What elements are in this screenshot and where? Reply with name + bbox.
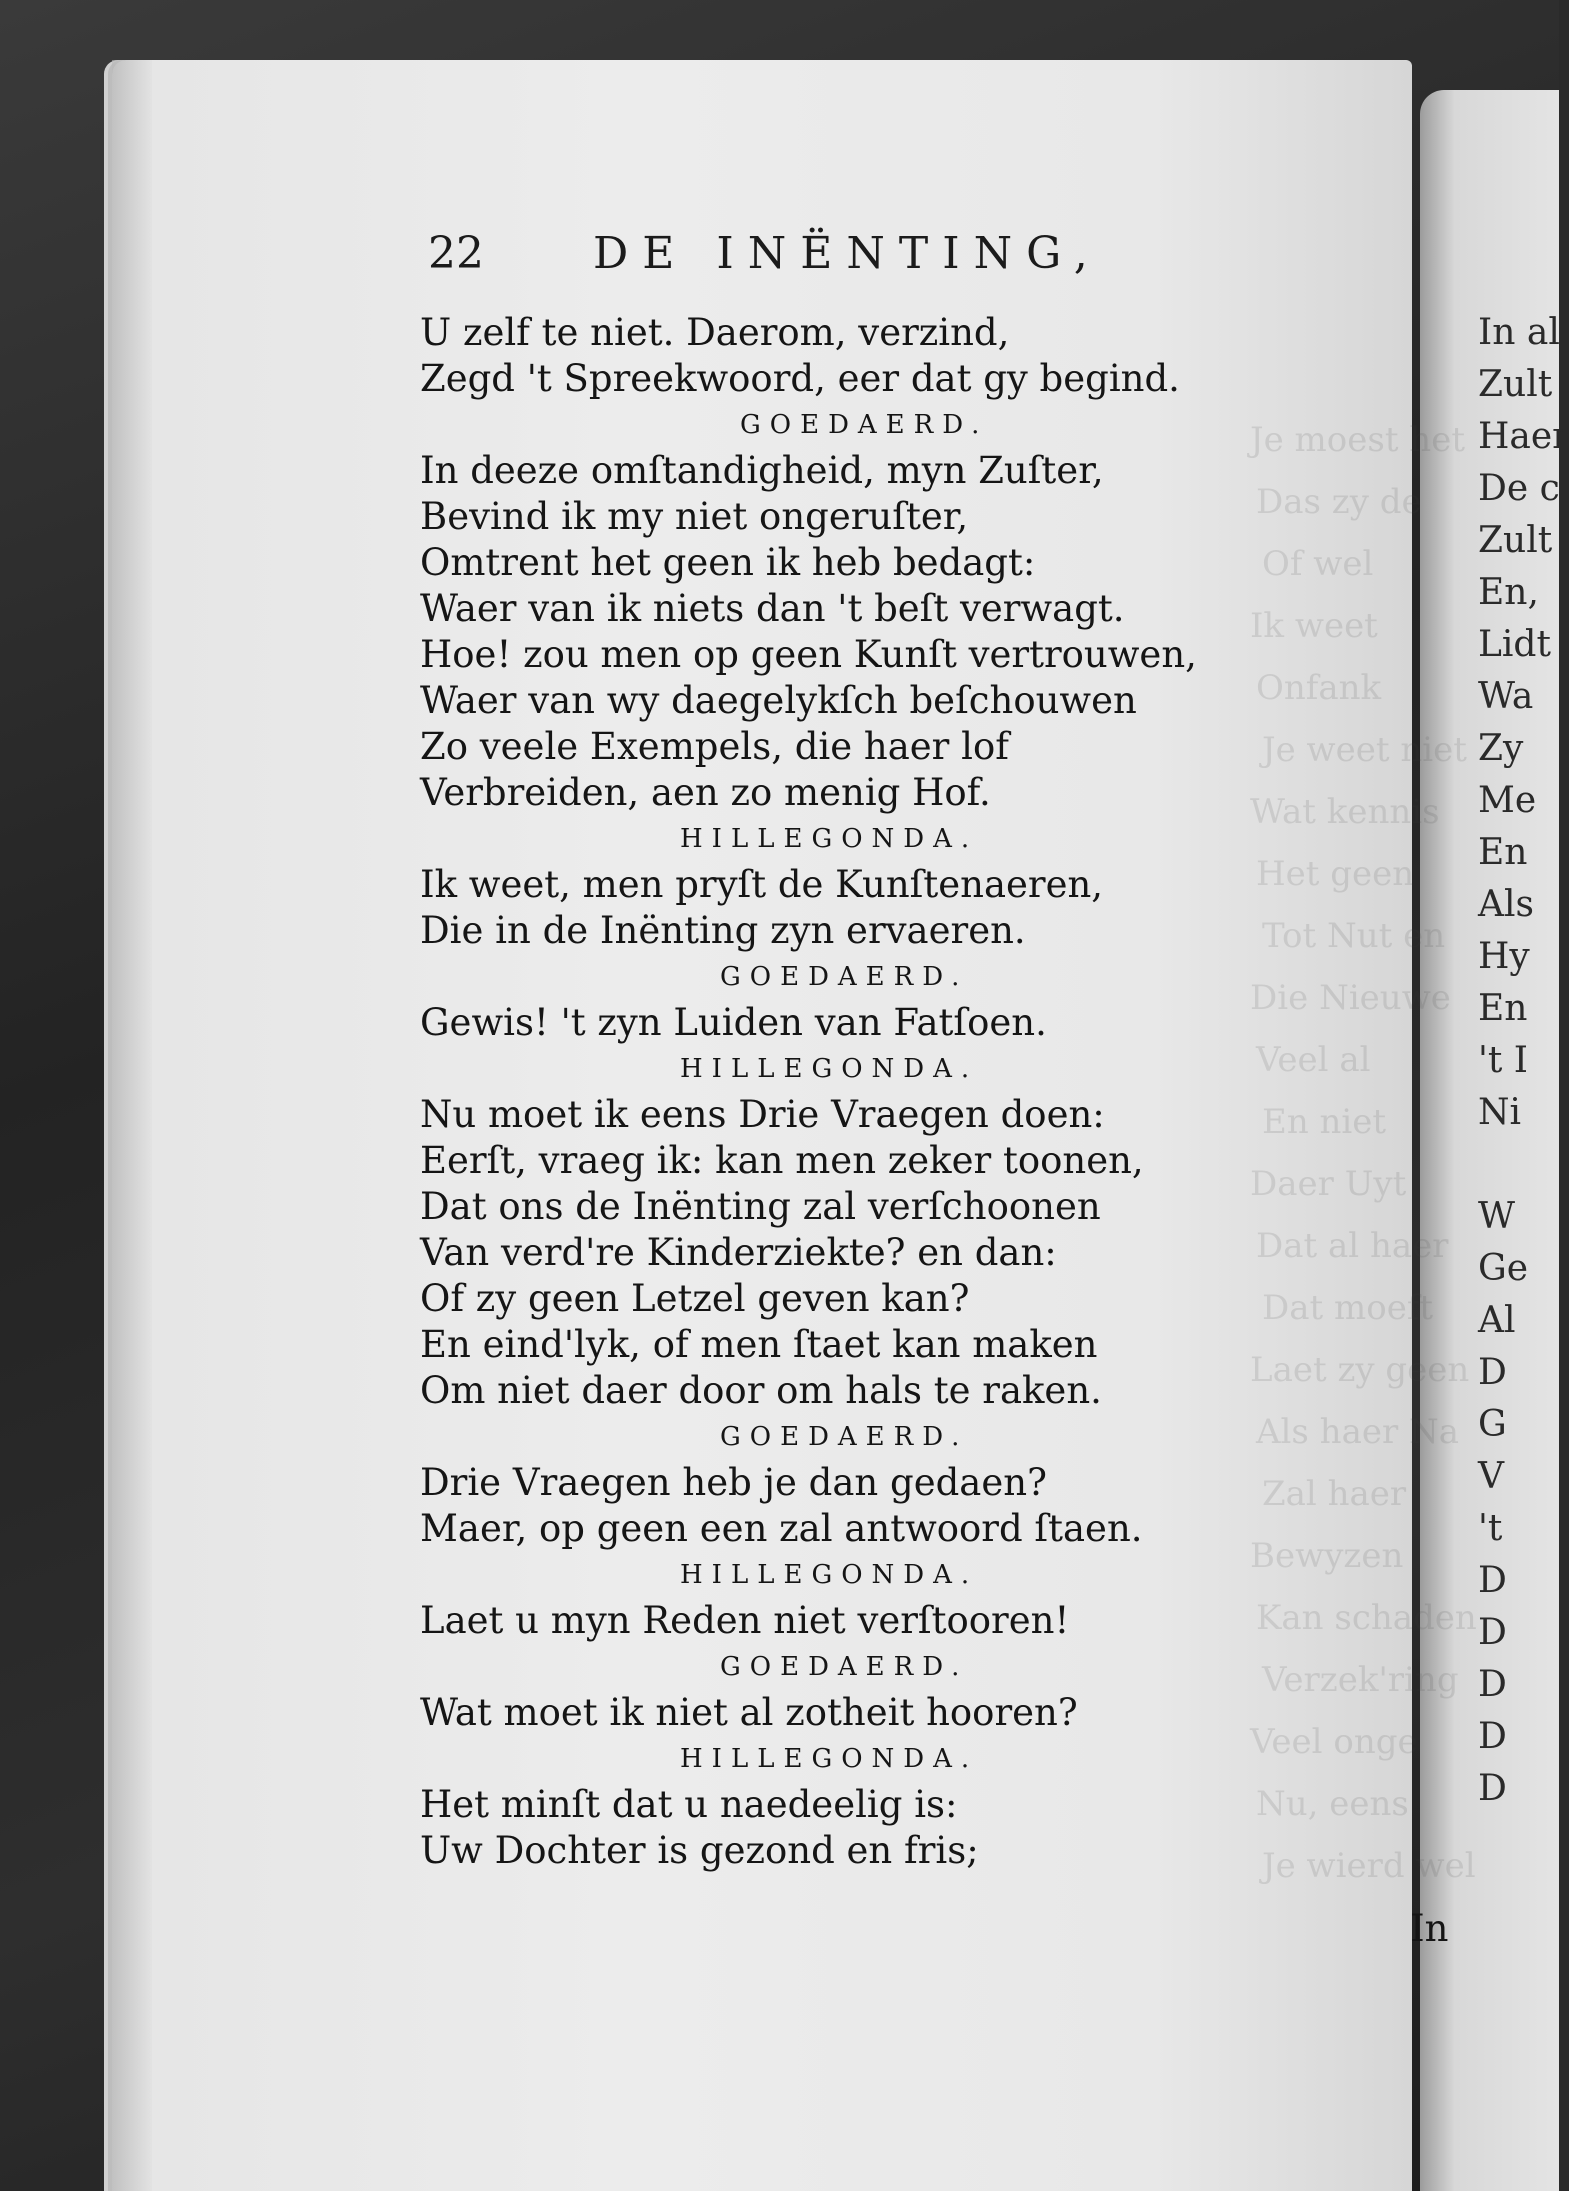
verse-text: [420, 310, 1370, 1874]
show-through-line: Het geen: [1256, 854, 1415, 894]
verse-line: Omtrent het geen ik heb bedagt:: [420, 541, 1036, 584]
facing-page-fragment: D: [1478, 1560, 1507, 1601]
facing-page-fragment: Hy: [1478, 936, 1530, 977]
show-through-line: Onfank: [1256, 668, 1382, 708]
show-through-line: Ik weet: [1250, 606, 1378, 646]
show-through-line: Laet zy geen: [1250, 1350, 1470, 1390]
speaker-name: GOEDAERD.: [740, 410, 989, 440]
facing-page-fragment: D: [1478, 1716, 1507, 1757]
show-through-line: Je weet niet: [1262, 730, 1467, 770]
page-number: 22: [428, 228, 484, 279]
verse-line: Nu moet ik eens Drie Vraegen doen:: [420, 1093, 1105, 1136]
facing-page-fragment: Als: [1478, 884, 1534, 925]
show-through-line: Dat al haer: [1256, 1226, 1449, 1266]
facing-page-fragment: 't I: [1478, 1040, 1529, 1081]
verse-line: Dat ons de Inënting zal verſchoonen: [420, 1185, 1101, 1228]
verse-line: Om niet daer door om hals te raken.: [420, 1369, 1102, 1412]
verse-line: Wat moet ik niet al zotheit hooren?: [420, 1691, 1078, 1734]
verse-line: Uw Dochter is gezond en fris;: [420, 1829, 979, 1872]
show-through-line: Dat moeft: [1262, 1288, 1434, 1328]
verse-line: Waer van wy daegelykſch beſchouwen: [420, 679, 1137, 722]
facing-page-fragment: Haer: [1478, 416, 1569, 457]
show-through-line: Of wel: [1262, 544, 1374, 584]
verse-line: Bevind ik my niet ongeruſter,: [420, 495, 969, 538]
speaker-name: GOEDAERD.: [720, 1652, 969, 1682]
show-through-line: Kan schaden: [1256, 1598, 1477, 1638]
facing-page-fragment: D: [1478, 1612, 1507, 1653]
speaker-name: HILLEGONDA.: [680, 1744, 979, 1774]
verse-line: Die in de Inënting zyn ervaeren.: [420, 909, 1026, 952]
facing-page-fragment: D: [1478, 1664, 1507, 1705]
facing-page-fragment: Lidt: [1478, 624, 1551, 665]
show-through-line: Die Nieuwe: [1250, 978, 1451, 1018]
facing-page-fragment: Zult: [1478, 364, 1553, 405]
facing-page-fragment: En: [1478, 832, 1528, 873]
speaker-name: GOEDAERD.: [720, 1422, 969, 1452]
show-through-line: Veel al: [1256, 1040, 1371, 1080]
running-title: DE INËNTING,: [593, 228, 1102, 279]
verse-line: En eind'lyk, of men ſtaet kan maken: [420, 1323, 1098, 1366]
facing-page-fragment: D: [1478, 1352, 1507, 1393]
show-through-line: Verzek'ring: [1262, 1660, 1459, 1700]
facing-page-fragment: Zy: [1478, 728, 1524, 769]
verse-line: Zegd 't Spreekwoord, eer dat gy begind.: [420, 357, 1180, 400]
facing-page-fragment: In al: [1478, 312, 1560, 353]
facing-page-fragment: Ge: [1478, 1248, 1529, 1289]
catchword: In: [1410, 1907, 1449, 1950]
verse-line: Laet u myn Reden niet verſtooren!: [420, 1599, 1070, 1642]
verse-line: Waer van ik niets dan 't beſt verwagt.: [420, 587, 1125, 630]
facing-page-fragment: V: [1478, 1456, 1504, 1497]
facing-page-fragment: En,: [1478, 572, 1539, 613]
facing-page-fragment: De c: [1478, 468, 1560, 509]
verse-line: Drie Vraegen heb je dan gedaen?: [420, 1461, 1047, 1504]
facing-page-fragment: Zult: [1478, 520, 1553, 561]
facing-page-fragment: Wa: [1478, 676, 1534, 717]
verse-line: U zelf te niet. Daerom, verzind,: [420, 311, 1010, 354]
facing-page-fragment: En: [1478, 988, 1528, 1029]
page-stack-edge: [112, 60, 152, 2191]
speaker-name: GOEDAERD.: [720, 962, 969, 992]
verse-line: Gewis! 't zyn Luiden van Fatſoen.: [420, 1001, 1047, 1044]
show-through-line: Nu, eens: [1256, 1784, 1409, 1824]
show-through-line: Bewyzen: [1250, 1536, 1404, 1576]
show-through-line: Wat kennis: [1250, 792, 1440, 832]
facing-page-fragment: Ni: [1478, 1092, 1522, 1133]
facing-page-fragment: G: [1478, 1404, 1507, 1445]
speaker-name: HILLEGONDA.: [680, 1054, 979, 1084]
verse-line: Of zy geen Letzel geven kan?: [420, 1277, 970, 1320]
facing-page-fragment: Al: [1478, 1300, 1516, 1341]
verse-line: Eerſt, vraeg ik: kan men zeker toonen,: [420, 1139, 1144, 1182]
verse-line: Verbreiden, aen zo menig Hof.: [420, 771, 991, 814]
verse-line: Zo veele Exempels, die haer lof: [420, 725, 1009, 768]
verse-line: Van verd're Kinderziekte? en dan:: [420, 1231, 1057, 1274]
verse-line: Maer, op geen een zal antwoord ſtaen.: [420, 1507, 1143, 1550]
facing-page-fragment: 't: [1478, 1508, 1503, 1549]
show-through-line: En niet: [1262, 1102, 1387, 1142]
speaker-name: HILLEGONDA.: [680, 1560, 979, 1590]
show-through-line: Daer Uyt: [1250, 1164, 1407, 1204]
verse-line: In deeze omſtandigheid, myn Zuſter,: [420, 449, 1104, 492]
show-through-line: Veel onge: [1250, 1722, 1418, 1762]
facing-page-fragment: Me: [1478, 780, 1537, 821]
show-through-line: Je wierd wel: [1262, 1846, 1476, 1886]
show-through-line: Das zy de: [1256, 482, 1422, 522]
verse-line: Het minſt dat u naedeelig is:: [420, 1783, 958, 1826]
show-through-line: Als haer Na: [1256, 1412, 1460, 1452]
speaker-name: HILLEGONDA.: [680, 824, 979, 854]
show-through-line: Tot Nut en: [1262, 916, 1446, 956]
show-through-line: Zal haer: [1262, 1474, 1407, 1514]
verse-line: Hoe! zou men op geen Kunſt vertrouwen,: [420, 633, 1197, 676]
facing-page-fragment: W: [1478, 1196, 1516, 1237]
show-through-line: Je moest het: [1250, 420, 1465, 460]
facing-page-fragment: D: [1478, 1768, 1507, 1809]
verse-line: Ik weet, men pryſt de Kunſtenaeren,: [420, 863, 1104, 906]
